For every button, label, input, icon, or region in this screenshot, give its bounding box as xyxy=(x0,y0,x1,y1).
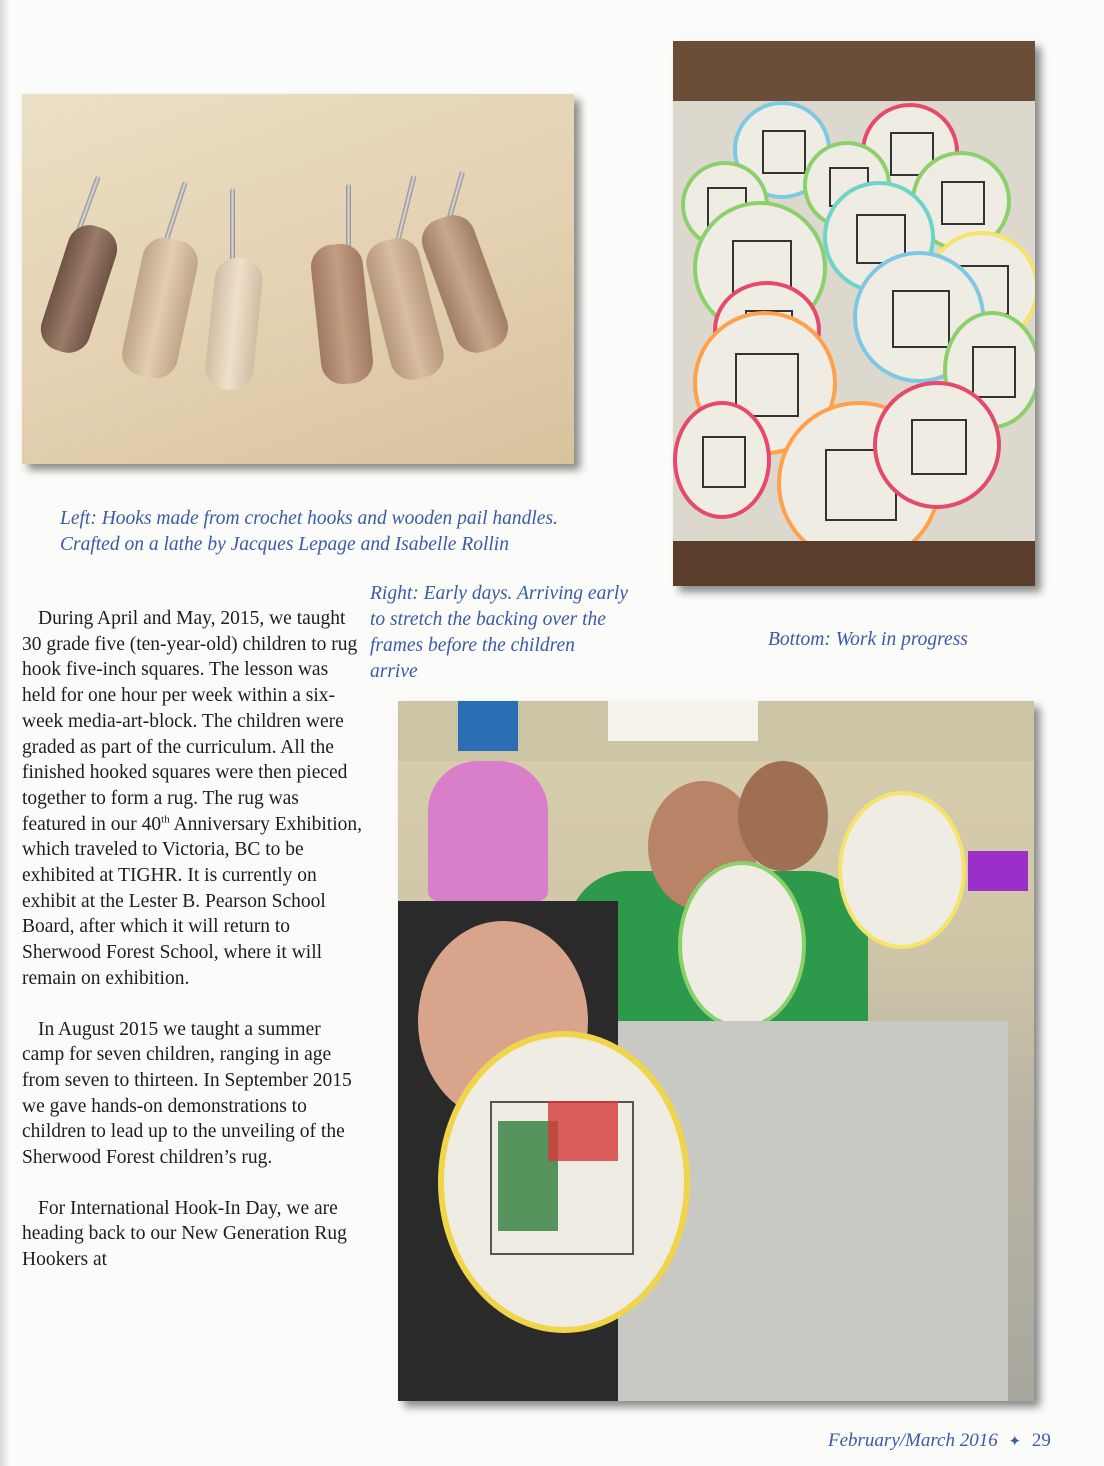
page-number: 29 xyxy=(1031,1430,1051,1451)
paragraph-1: During April and May, 2015, we taught 30 grade five (ten-year-old) children to rug hook five-inch squares. The lesson was held for one hour per week within a six-week media-art-block. The children were graded as part of the curriculum. All the finished hooked squares were then pieced together to form a rug. The rug was featured in our 40th Anniversary Exhibition, which traveled to Victoria, BC to be exhibited at TIGHR. It is currently on exhibit at the Lester B. Pearson School Board, after which it will return to Sherwood Forest School, where it will remain on exhibition. xyxy=(22,608,363,989)
caption-bottom: Bottom: Work in progress xyxy=(768,629,968,650)
caption-right: Right: Early days. Arriving early to stretch the backing over the frames before the children arrive xyxy=(370,583,628,682)
page-footer xyxy=(828,1430,1051,1452)
issue-date: February/March 2016 xyxy=(828,1430,998,1451)
separator-icon: ✦ xyxy=(1008,1434,1022,1450)
photo-embroidery-frames xyxy=(673,41,1035,586)
caption-left: Left: Hooks made from crochet hooks and wooden pail handles. Crafted on a lathe by Jacques Lepage and Isabelle Rollin xyxy=(60,508,558,555)
article-body xyxy=(22,606,362,1298)
paragraph-3: For International Hook-In Day, we are heading back to our New Generation Rug Hookers at xyxy=(22,1197,347,1271)
photo-classroom xyxy=(398,701,1034,1401)
page-edge-shadow xyxy=(0,0,10,1466)
paragraph-2: In August 2015 we taught a summer camp for seven children, ranging in age from seven to thirteen. In September 2015 we gave hands-on demonstrations to children to lead up to the unveiling of the Sherwood Forest children’s rug. xyxy=(22,1018,352,1169)
photo-hooks xyxy=(22,94,574,464)
